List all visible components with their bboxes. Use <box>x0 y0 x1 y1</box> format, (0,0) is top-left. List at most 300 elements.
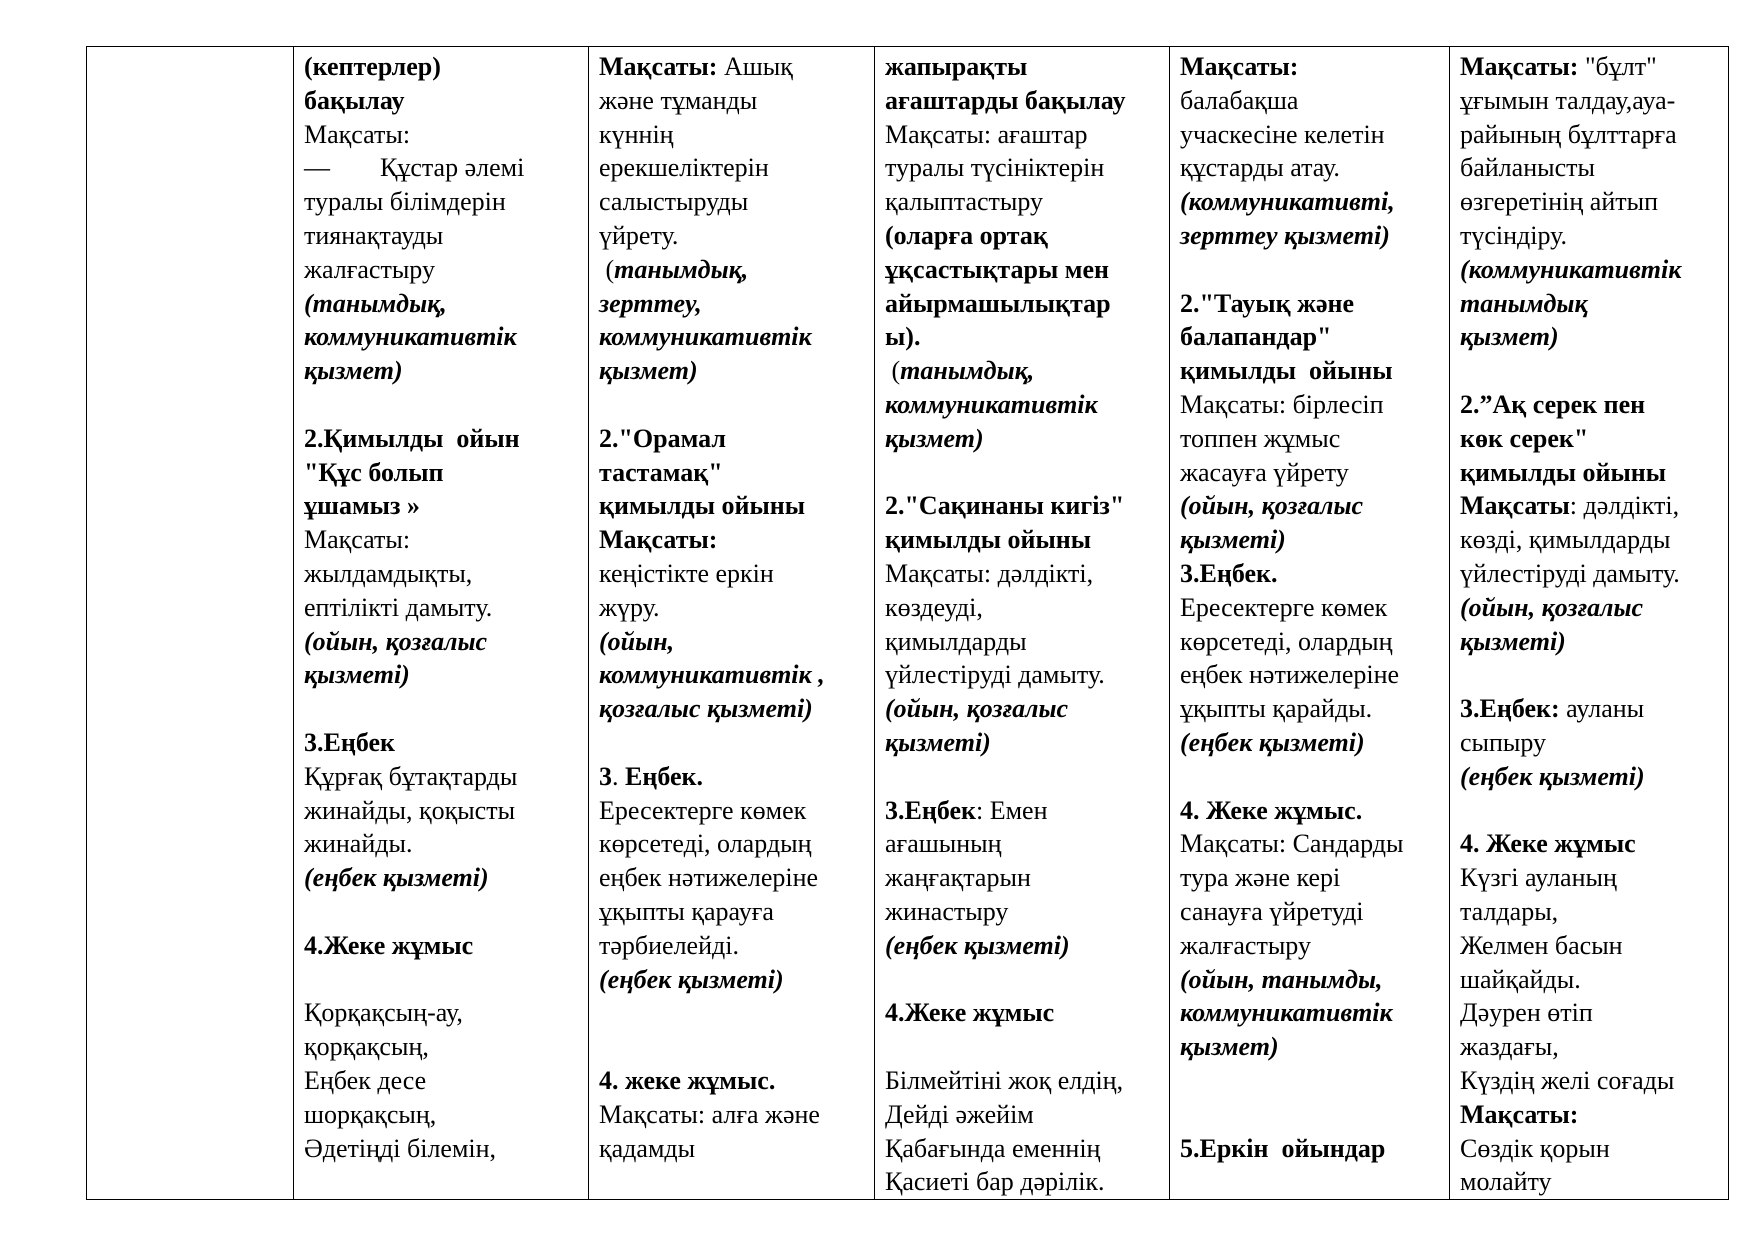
text-line <box>599 1064 864 1098</box>
text-run: балабақша <box>1180 85 1299 115</box>
text-line <box>599 422 864 456</box>
text-line <box>599 827 864 861</box>
text-line <box>1180 489 1439 523</box>
text-line <box>1180 456 1439 490</box>
text-line <box>304 658 578 692</box>
text-run: жаңғақтарын <box>885 863 1031 893</box>
text-line <box>304 422 578 456</box>
text-line <box>885 523 1159 557</box>
text-run: ұқсастықтары мен <box>885 254 1110 284</box>
text-run: сыпыру <box>1460 727 1547 757</box>
row-label-cell <box>87 47 294 1200</box>
text-line <box>304 996 578 1030</box>
text-line <box>1460 84 1718 118</box>
text-line <box>304 794 578 828</box>
text-line <box>1180 287 1439 321</box>
text-run: көк серек" <box>1460 423 1589 453</box>
text-line <box>885 118 1159 152</box>
text-run: Желмен басын <box>1460 930 1623 960</box>
text-line <box>304 760 578 794</box>
text-line <box>885 1165 1159 1199</box>
text-run: танымдық, <box>614 254 749 284</box>
text-run: көрсетеді, олардың <box>1180 626 1393 656</box>
text-line <box>1180 1030 1439 1064</box>
day-cell-5 <box>1450 47 1729 1200</box>
text-run: талдары, <box>1460 896 1559 926</box>
text-line <box>885 354 1159 388</box>
text-run: учаскесіне келетін <box>1180 119 1385 149</box>
text-run: Мақсаты: <box>599 525 718 555</box>
text-run: қимылды ойыны <box>1460 457 1667 487</box>
text-line <box>1460 422 1718 456</box>
text-run: айырмашылықтар <box>885 288 1111 318</box>
text-run: қалыптастыру <box>885 187 1044 217</box>
text-line <box>1460 726 1718 760</box>
text-run: ұқыпты қарауға <box>599 896 774 926</box>
text-run: үйрету. <box>599 220 679 250</box>
text-run: Дәурен өтіп <box>1460 998 1593 1028</box>
text-run: (танымдық, <box>304 288 447 318</box>
text-run: Ересектерге көмек <box>599 795 807 825</box>
text-line <box>1460 895 1718 929</box>
text-run: "Құс болып <box>304 457 444 487</box>
text-line <box>599 760 864 794</box>
text-run: тура және кері <box>1180 863 1341 893</box>
text-run: Мақсаты <box>1460 491 1570 521</box>
text-line <box>599 996 864 1030</box>
text-run: Әдетіңді білемін, <box>304 1133 497 1163</box>
text-run: қызмет) <box>1460 322 1559 352</box>
text-line <box>885 760 1159 794</box>
text-run: ( <box>599 254 615 284</box>
text-run: күннің <box>599 119 674 149</box>
text-line <box>1180 895 1439 929</box>
text-line <box>885 219 1159 253</box>
text-line <box>1460 50 1718 84</box>
text-run: коммуникативтік , <box>599 660 825 690</box>
text-line <box>304 456 578 490</box>
text-line <box>304 1098 578 1132</box>
text-run: Мақсаты: <box>304 119 411 149</box>
text-line <box>1460 996 1718 1030</box>
text-run: ұшамыз » <box>304 491 420 521</box>
text-line <box>1180 84 1439 118</box>
text-run: "бұлт" <box>1578 52 1657 81</box>
text-run: (ойын, қозғалыс <box>1460 592 1644 622</box>
text-line <box>304 388 578 422</box>
text-line <box>599 489 864 523</box>
text-run: Мақсаты: ағаштар <box>885 119 1088 149</box>
text-run: санауға үйретуді <box>1180 896 1364 926</box>
text-line <box>599 151 864 185</box>
text-run: Мақсаты: <box>1180 52 1299 81</box>
text-run: туралы білімдерін <box>304 187 506 217</box>
text-run: топпен жұмыс <box>1180 423 1341 453</box>
text-line <box>1180 523 1439 557</box>
text-run: : Емен <box>976 795 1048 825</box>
text-line <box>885 388 1159 422</box>
text-line <box>304 287 578 321</box>
text-run: қимылды ойыны <box>1180 356 1393 386</box>
text-run: еңбек нәтижелеріне <box>1180 660 1400 690</box>
text-line <box>599 794 864 828</box>
text-run: түсіндіру. <box>1460 220 1568 250</box>
text-run: коммуникативтік <box>1180 998 1393 1028</box>
text-run: Мақсаты: Сандарды <box>1180 829 1404 859</box>
text-line <box>1180 963 1439 997</box>
day-cell-2 <box>589 47 875 1200</box>
plan-table <box>86 46 1729 1200</box>
text-run: 4. Жеке жұмыс <box>1460 829 1636 859</box>
text-line <box>885 1030 1159 1064</box>
text-run: 5.Еркін ойындар <box>1180 1133 1386 1163</box>
text-run: Күзгі ауланың <box>1460 863 1617 893</box>
text-line <box>304 861 578 895</box>
text-line <box>1460 557 1718 591</box>
day-cell-4 <box>1170 47 1450 1200</box>
text-line <box>304 1030 578 1064</box>
text-line <box>1460 388 1718 422</box>
text-run: 2."Орамал <box>599 423 726 453</box>
dash-marker: — <box>304 153 330 183</box>
text-line <box>1180 185 1439 219</box>
text-run: 2.Қимылды ойын <box>304 423 520 453</box>
text-line <box>304 625 578 659</box>
text-line <box>885 861 1159 895</box>
text-line <box>599 963 864 997</box>
text-line <box>1460 1165 1718 1199</box>
text-run: 3.Еңбек: <box>1460 694 1560 724</box>
text-run: туралы түсініктерін <box>885 153 1105 183</box>
text-run: жасауға үйрету <box>1180 457 1349 487</box>
text-run: 4.Жеке жұмыс <box>304 930 474 960</box>
text-line <box>599 692 864 726</box>
text-line <box>1180 760 1439 794</box>
text-run: 3 <box>599 761 612 791</box>
text-run: Қасиеті бар дәрілік. <box>885 1167 1105 1197</box>
text-line <box>599 658 864 692</box>
text-run: қызмет) <box>599 356 698 386</box>
text-run: (коммуникативтік <box>1460 254 1682 284</box>
text-run: Білмейтіні жоқ елдің, <box>885 1065 1124 1095</box>
text-line <box>1460 658 1718 692</box>
text-line <box>599 219 864 253</box>
text-line <box>1460 827 1718 861</box>
text-run: бақылау <box>304 85 405 115</box>
text-line <box>599 185 864 219</box>
text-run: жинайды. <box>304 829 413 859</box>
text-line <box>1180 827 1439 861</box>
text-line <box>599 320 864 354</box>
text-run: танымдық, <box>900 356 1035 386</box>
text-line <box>304 963 578 997</box>
text-run: балапандар" <box>1180 322 1332 352</box>
text-run: қимылдарды <box>885 626 1027 656</box>
text-line <box>599 456 864 490</box>
text-line <box>1180 219 1439 253</box>
text-line <box>1180 354 1439 388</box>
text-run: коммуникативтік <box>304 322 517 352</box>
text-line <box>1180 726 1439 760</box>
text-line <box>885 1064 1159 1098</box>
text-run: қорқақсың, <box>304 1032 429 1062</box>
text-line <box>885 50 1159 84</box>
text-run: көздеуді, <box>885 592 983 622</box>
text-line <box>1460 219 1718 253</box>
text-line <box>1460 1098 1718 1132</box>
text-line <box>599 726 864 760</box>
text-line <box>1460 760 1718 794</box>
text-run: қимылды ойыны <box>599 491 806 521</box>
text-line <box>1180 320 1439 354</box>
text-run: үйлестіруді дамыту. <box>1460 558 1680 588</box>
text-line <box>599 523 864 557</box>
text-line <box>885 827 1159 861</box>
text-run: (ойын, <box>599 626 675 656</box>
text-line <box>885 1098 1159 1132</box>
text-line <box>304 489 578 523</box>
text-line <box>1460 151 1718 185</box>
text-run: жапырақты <box>885 52 1028 81</box>
text-line <box>1460 253 1718 287</box>
text-line <box>885 692 1159 726</box>
text-run: қызмет) <box>885 423 984 453</box>
text-line <box>885 591 1159 625</box>
text-run: Мақсаты: алға және <box>599 1099 820 1129</box>
text-run: Сөздік қорын <box>1460 1133 1610 1163</box>
text-line <box>1460 692 1718 726</box>
text-line <box>1180 118 1439 152</box>
text-run: қозғалыс қызметі) <box>599 694 813 724</box>
text-run: ерекшеліктерін <box>599 153 769 183</box>
text-line <box>885 1132 1159 1166</box>
text-run: Мақсаты: <box>304 525 411 555</box>
text-line <box>1180 1132 1439 1166</box>
text-line <box>1180 1064 1439 1098</box>
text-line <box>1460 489 1718 523</box>
text-run: (ойын, қозғалыс <box>885 694 1069 724</box>
text-line <box>885 84 1159 118</box>
text-line <box>1180 557 1439 591</box>
text-run: Ересектерге көмек <box>1180 592 1388 622</box>
text-run: (ойын, қозғалыс <box>304 626 488 656</box>
text-run: Күздің желі соғады <box>1460 1065 1675 1095</box>
text-run: жаздағы, <box>1460 1032 1559 1062</box>
text-line <box>599 591 864 625</box>
text-run: ұғымын талдау,ауа- <box>1460 85 1676 115</box>
text-line <box>1460 591 1718 625</box>
text-line <box>885 185 1159 219</box>
text-run: қадамды <box>599 1133 696 1163</box>
text-run: ағашының <box>885 829 1002 859</box>
text-line <box>1180 625 1439 659</box>
text-line <box>885 895 1159 929</box>
text-run: 4. жеке жұмыс. <box>599 1065 776 1095</box>
text-run: (еңбек қызметі) <box>304 863 489 893</box>
text-run: ауланы <box>1559 694 1645 724</box>
text-line <box>1180 861 1439 895</box>
text-line <box>885 253 1159 287</box>
text-run: Еңбек десе <box>304 1065 427 1095</box>
text-line <box>1180 1098 1439 1132</box>
text-line <box>1180 591 1439 625</box>
text-line <box>885 726 1159 760</box>
text-run: 2."Сақинаны кигіз" <box>885 491 1125 521</box>
text-run: (оларға ортақ <box>885 220 1048 250</box>
text-line <box>885 422 1159 456</box>
text-line <box>885 996 1159 1030</box>
text-run: ұқыпты қарайды. <box>1180 694 1373 724</box>
text-run: коммуникативтік <box>599 322 812 352</box>
text-run: жалғастыру <box>1180 930 1311 960</box>
text-run: ы). <box>885 322 921 352</box>
text-run: Мақсаты: дәлдікті, <box>885 558 1094 588</box>
text-line <box>304 726 578 760</box>
text-run: Мақсаты: <box>1460 1099 1579 1129</box>
text-line <box>599 354 864 388</box>
text-line <box>1180 253 1439 287</box>
text-run: қызмет) <box>304 356 403 386</box>
text-line <box>885 151 1159 185</box>
text-run: қызметі) <box>1460 626 1566 656</box>
text-run: (еңбек қызметі) <box>599 964 784 994</box>
day-cell-1 <box>294 47 589 1200</box>
text-line <box>599 1132 864 1166</box>
text-run: жылдамдықты, <box>304 558 473 588</box>
text-run: зерттеу қызметі) <box>1180 220 1390 250</box>
text-line <box>304 591 578 625</box>
text-line <box>304 320 578 354</box>
text-line <box>304 50 578 84</box>
text-run: үйлестіруді дамыту. <box>885 660 1105 690</box>
text-line <box>599 929 864 963</box>
text-line <box>304 895 578 929</box>
text-line <box>1460 929 1718 963</box>
text-run: (ойын, қозғалыс <box>1180 491 1364 521</box>
text-run: Мақсаты: <box>1460 52 1579 81</box>
table-row <box>87 47 1729 1200</box>
text-run: тастамақ" <box>599 457 723 487</box>
text-line <box>599 1098 864 1132</box>
text-line <box>1460 1064 1718 1098</box>
text-line <box>304 354 578 388</box>
text-run: көрсетеді, олардың <box>599 829 812 859</box>
text-line <box>304 557 578 591</box>
text-run: қимылды ойыны <box>885 525 1092 555</box>
text-run: 3.Еңбек. <box>1180 558 1278 588</box>
text-run: көзді, қимылдарды <box>1460 525 1671 555</box>
text-run: 4. Жеке жұмыс. <box>1180 795 1363 825</box>
text-run: кеңістікте еркін <box>599 558 774 588</box>
text-run: Құстар әлемі <box>380 153 525 183</box>
text-line <box>1180 692 1439 726</box>
text-line <box>599 557 864 591</box>
text-run: зерттеу, <box>599 288 702 318</box>
text-run: қызметі) <box>304 660 410 690</box>
text-line <box>599 895 864 929</box>
text-line <box>304 151 578 185</box>
text-run: қызметі) <box>885 727 991 757</box>
text-line <box>1460 320 1718 354</box>
text-line <box>304 523 578 557</box>
text-run: жалғастыру <box>304 254 435 284</box>
text-line <box>885 929 1159 963</box>
text-line <box>885 489 1159 523</box>
text-run: ағаштарды бақылау <box>885 85 1126 115</box>
text-line <box>885 625 1159 659</box>
text-line <box>1460 625 1718 659</box>
text-run: еңбек нәтижелеріне <box>599 863 819 893</box>
text-line <box>1180 996 1439 1030</box>
text-run: құстарды атау. <box>1180 153 1340 183</box>
text-run: 4.Жеке жұмыс <box>885 998 1055 1028</box>
text-run: (еңбек қызметі) <box>1180 727 1365 757</box>
text-line <box>304 219 578 253</box>
text-line <box>1460 523 1718 557</box>
text-run: қызмет) <box>1180 1032 1279 1062</box>
text-line <box>1460 861 1718 895</box>
text-line <box>1460 118 1718 152</box>
text-line <box>304 827 578 861</box>
text-run: ептілікті дамыту. <box>304 592 493 622</box>
text-run: : дәлдікті, <box>1569 491 1680 521</box>
text-line <box>599 50 864 84</box>
text-run: Құрғақ бұтақтарды <box>304 761 518 791</box>
text-line <box>599 84 864 118</box>
text-run: Қабағында еменнің <box>885 1133 1101 1163</box>
text-run: жинайды, қоқысты <box>304 795 516 825</box>
text-run: 2."Тауық және <box>1180 288 1355 318</box>
text-line <box>304 253 578 287</box>
text-line <box>885 557 1159 591</box>
day-cell-3 <box>875 47 1170 1200</box>
text-line <box>1460 963 1718 997</box>
text-line <box>599 861 864 895</box>
text-run: Еңбек. <box>625 761 703 791</box>
text-run: салыстыруды <box>599 187 749 217</box>
text-line <box>1460 794 1718 828</box>
text-line <box>885 456 1159 490</box>
text-run: шорқақсың, <box>304 1099 437 1129</box>
text-run: (кептерлер) <box>304 52 441 81</box>
text-run: жүру. <box>599 592 660 622</box>
text-line <box>304 185 578 219</box>
text-line <box>599 388 864 422</box>
text-run: молайту <box>1460 1167 1552 1197</box>
text-run: жинастыру <box>885 896 1009 926</box>
text-run: шайқайды. <box>1460 964 1581 994</box>
text-line <box>885 320 1159 354</box>
text-run: тиянақтауды <box>304 220 444 250</box>
text-line <box>1460 354 1718 388</box>
text-line <box>599 1030 864 1064</box>
text-line <box>885 658 1159 692</box>
text-run: (ойын, танымды, <box>1180 964 1383 994</box>
text-run: Ашық <box>717 52 793 81</box>
text-line <box>1460 1132 1718 1166</box>
text-run: коммуникативтік <box>885 389 1098 419</box>
text-line <box>1180 151 1439 185</box>
text-line <box>599 287 864 321</box>
text-line <box>885 963 1159 997</box>
text-line <box>599 253 864 287</box>
text-run: қызметі) <box>1180 525 1286 555</box>
text-line <box>304 118 578 152</box>
text-line <box>304 692 578 726</box>
text-line <box>1180 50 1439 84</box>
text-run: Дейді әжейім <box>885 1099 1034 1129</box>
text-run: танымдық <box>1460 288 1588 318</box>
